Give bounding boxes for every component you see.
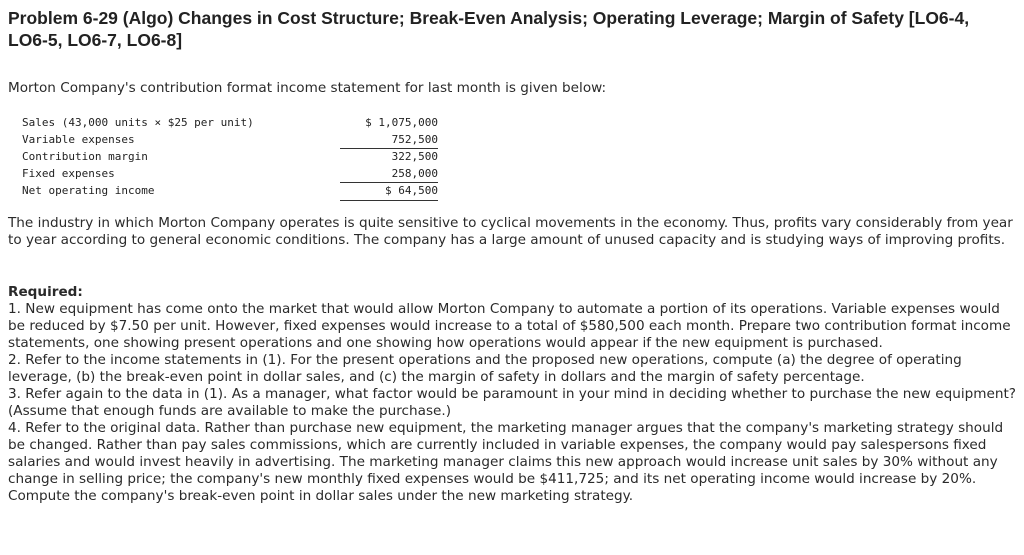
required-item-2: 2. Refer to the income statements in (1). For the present operations and the proposed new operations, compute (a) the degree of operating leverage, (b) the break-even point in dollar sales, and (c) the margin of safety in dollars and the margin of safety percentage.	[8, 352, 962, 385]
statement-row-net-operating-income	[22, 183, 438, 201]
row-amount: 258,000	[340, 166, 438, 183]
row-amount: $ 64,500	[340, 183, 438, 201]
row-amount: 322,500	[391, 150, 438, 163]
statement-row-sales	[22, 115, 438, 132]
row-label: Contribution margin	[22, 149, 148, 163]
income-statement	[22, 115, 438, 201]
row-label: Variable expenses	[22, 132, 135, 146]
industry-paragraph: The industry in which Morton Company operates is quite sensitive to cyclical movements in the economy. Thus, profits vary considerably from year to year according to general economic conditions. The company has a large amount of unused capacity and is studying ways of improving profits.	[8, 215, 1013, 248]
required-list	[8, 301, 1018, 505]
row-label: Fixed expenses	[22, 166, 115, 180]
statement-row-fixed-expenses	[22, 166, 438, 183]
required-item-3: 3. Refer again to the data in (1). As a manager, what factor would be paramount in your mind in deciding whether to purchase the new equipment? (Assume that enough funds are available to make the purchase.)	[8, 386, 1017, 419]
statement-row-contribution-margin	[22, 149, 438, 166]
required-heading: Required:	[8, 284, 83, 300]
intro-text: Morton Company's contribution format income statement for last month is given below:	[8, 80, 607, 96]
problem-title: Problem 6-29 (Algo) Changes in Cost Structure; Break-Even Analysis; Operating Leverage; Margin of Safety [LO6-4, LO6-5, LO6-7, LO6-8]	[8, 8, 970, 50]
row-label: Sales (43,000 units × $25 per unit)	[22, 116, 254, 129]
statement-row-variable-expenses	[22, 132, 438, 149]
row-amount: $ 1,075,000	[365, 116, 438, 129]
row-label: Net operating income	[22, 184, 155, 197]
required-item-4: 4. Refer to the original data. Rather than purchase new equipment, the marketing manager argues that the company's marketing strategy should be changed. Rather than pay sales commissions, which are currently included in variable expenses, the company would pay salespersons fixed salaries and would invest heavily in advertising. The marketing manager claims this new approach would increase unit sales by 30% without any change in selling price; the company's new monthly fixed expenses would be $411,725; and its net operating income would increase by 20%. Compute the company's break-even point in dollar sales under the new marketing strategy.	[8, 420, 1004, 504]
required-item-1: 1. New equipment has come onto the market that would allow Morton Company to automate a portion of its operations. Variable expenses would be reduced by $7.50 per unit. However, fixed expenses would increase to a total of $580,500 each month. Prepare two contribution format income statements, one showing present operations and one showing how operations would appear if the new equipment is purchased.	[8, 301, 1011, 351]
row-amount: 752,500	[340, 132, 438, 149]
